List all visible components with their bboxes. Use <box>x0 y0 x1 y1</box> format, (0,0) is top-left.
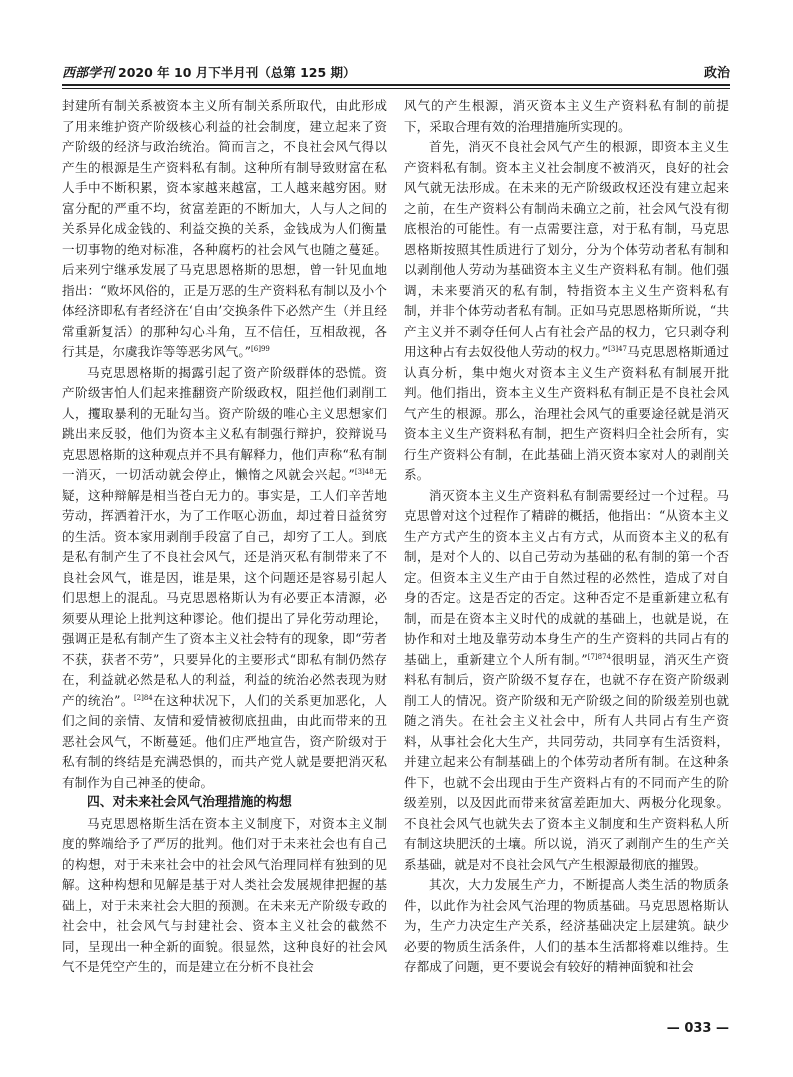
header-rule-thin <box>62 88 730 89</box>
page-header <box>62 60 730 82</box>
paragraph: 马克思恩格斯生活在资本主义制度下，对资本主义制度的弊端给予了严厉的批判。他们对于未来社会也有自己的构想，对于未来社会中的社会风气治理同样有独到的见解。这种构想和见解是基于对人类社会发展规律把握的基础上，对于未来社会大胆的预测。在未来无产阶级专政的社会中，社会风气与封建社会、资本主义社会的截然不同，呈现出一种全新的面貌。很显然，这种良好的社会风气不是凭空产生的，而是建立在分析不良社会 <box>62 815 387 974</box>
paragraph: 风气的产生根源，消灭资本主义生产资料私有制的前提下，采取合理有效的治理措施所实现的。 <box>404 98 729 134</box>
paragraph: 封建所有制关系被资本主义所有制关系所取代，由此形成了用来维护资产阶级核心利益的社会制度，建立起来了资产阶级的经济与政治统治。简而言之，不良社会风气得以产生的根源是生产资料私有制。这种所有制导致财富在私人手中不断积累，资本家越来越富，工人越来越穷困。财富分配的严重不均，贫富差距的不断加大，人与人之间的关系异化成金钱的、利益交换的关系，金钱成为人们衡量一切事物的绝对标准，各种腐朽的社会风气也随之蔓延。后来列宁继承发展了马克思恩格斯的思想，曾一针见血地指出：“败坏风俗的，正是万恶的生产资料私有制以及小个体经济即私有者经济在‘自由’交换条件下必然产生（并且经常重新复活）的那种勾心斗角，互不信任，互相敌视，各行其是，尔虞我诈等等恶劣风气。”$^{[6]99}$ <box>62 98 387 359</box>
paragraph: 其次，大力发展生产力，不断提高人类生活的物质条件，以此作为社会风气治理的物质基础。马克思恩格斯认为，生产力决定生产关系，经济基础决定上层建筑。缺少必要的物质生活条件，人们的基本生活都将难以维持。生存都成了问题，更不要说会有较好的精神面貌和社会 <box>404 877 729 974</box>
issue-info: 2020 年 10 月下半月刊（总第 125 期） <box>118 65 356 80</box>
citation: [6]99 <box>251 344 270 353</box>
paragraph: 首先，消灭不良社会风气产生的根源，即资本主义生产资料私有制。资本主义社会制度不被消灭，良好的社会风气就无法形成。在未来的无产阶级政权还没有建立起来之前，在生产资料公有制尚未确立之前，社会风气没有彻底根治的可能性。有一点需要注意，对于私有制，马克思恩格斯按照其性质进行了划分，分为个体劳动者私有制和以剥削他人劳动为基础资本主义生产资料私有制。他们强调，未来要消灭的私有制，特指资本主义生产资料私有制，并非个体劳动者私有制。正如马克思恩格斯所说，“共产主义并不剥夺任何人占有社会产品的权力，它只剥夺利用这种占有去奴役他人劳动的权力。”$^{[3]47}$马克思恩格斯通过认真分析，集中炮火对资本主义生产资料私有制展开批判。他们指出，资本主义生产资料私有制正是不良社会风气产生的根源。那么，治理社会风气的重要途径就是消灭资本主义生产资料私有制，把生产资料归全社会所有，实行生产资料公有制，在此基础上消灭资本家对人的剥削关系。 <box>404 139 729 482</box>
citation: [2]84 <box>133 693 153 702</box>
citation: [3]47 <box>608 344 627 353</box>
citation: [7]874 <box>587 652 611 661</box>
section-label: 政治 <box>703 66 730 81</box>
journal-masthead <box>62 62 356 81</box>
page-number: — 033 — <box>666 1021 729 1036</box>
paragraph: 消灭资本主义生产资料私有制需要经过一个过程。马克思曾对这个过程作了精辟的概括，他指出：“从资本主义生产方式产生的资本主义占有方式，从而资本主义的私有制，是对个人的、以自己劳动为基础的私有制的第一个否定。但资本主义生产由于自然过程的必然性，造成了对自身的否定。这是否定的否定。这种否定不是重新建立私有制，而是在资本主义时代的成就的基础上，也就是说，在协作和对土地及靠劳动本身生产的生产资料的共同占有的基础上，重新建立个人所有制。”$^{[7]874}$很明显，消灭生产资料私有制后，资产阶级不复存在，也就不存在资产阶级剥削工人的情况。资产阶级和无产阶级之间的阶级差别也就随之消失。在社会主义社会中，所有人共同占有生产资料，从事社会化大生产，共同劳动，共同享有生活资料，并建立起来公有制基础上的个体劳动者所有制。在这种条件下，也就不会出现由于生产资料占有的不同而产生的阶级差别，以及因此而带来贫富差距加大、两极分化现象。不良社会风气也就失去了资本主义制度和生产资料私人所有制这块肥沃的土壤。所以说，消灭了剥削产生的生产关系基础，就是对不良社会风气产生根源最彻底的摧毁。 <box>404 487 729 872</box>
citation: [3]48 <box>354 467 374 476</box>
paragraph: 马克思恩格斯的揭露引起了资产阶级群体的恐慌。资产阶级害怕人们起来推翻资产阶级政权，阻拦他们剥削工人，攫取暴利的无耻勾当。资产阶级的唯心主义思想家们跳出来反驳，他们为资本主义私有制强行辩护，狡辩说马克思恩格斯的这种观点并不具有解释力，他们声称“私有制一消灭，一切活动就会停止，懒惰之风就会兴起。”$^{[3]48}$无疑，这种辩解是相当苍白无力的。事实是，工人们辛苦地劳动，挥洒着汗水，为了工作呕心沥血，却过着日益贫穷的生活。资本家用剥削手段富了自己，却穷了工人。到底是私有制产生了不良社会风气，还是消灭私有制带来了不良社会风气，谁是因，谁是果，这个问题还是容易引起人们思想上的混乱。马克思恩格斯认为有必要正本清源，必须要从理论上批判这种谬论。他们提出了异化劳动理论，强调正是私有制产生了资本主义社会特有的现象，即“劳者不获，获者不劳”，只要异化的主要形式“即私有制仍然存在，利益就必然是私人的利益，利益的统治必然表现为财产的统治”。$^{[2]84}$在这种状况下，人们的关系更加恶化，人们之间的亲情、友情和爱情被彻底扭曲，由此而带来的丑恶社会风气，不断蔓延。他们庄严地宣告，资产阶级对于私有制的终结是充满恐惧的，而共产党人就是要把消灭私有制作为自己神圣的使命。 <box>62 364 387 790</box>
section-heading: 四、对未来社会风气治理措施的构想 <box>87 795 292 810</box>
right-column <box>404 96 729 1026</box>
journal-logo: 西部学刊 <box>62 66 115 81</box>
left-column <box>62 96 387 1026</box>
header-rule <box>62 84 730 86</box>
